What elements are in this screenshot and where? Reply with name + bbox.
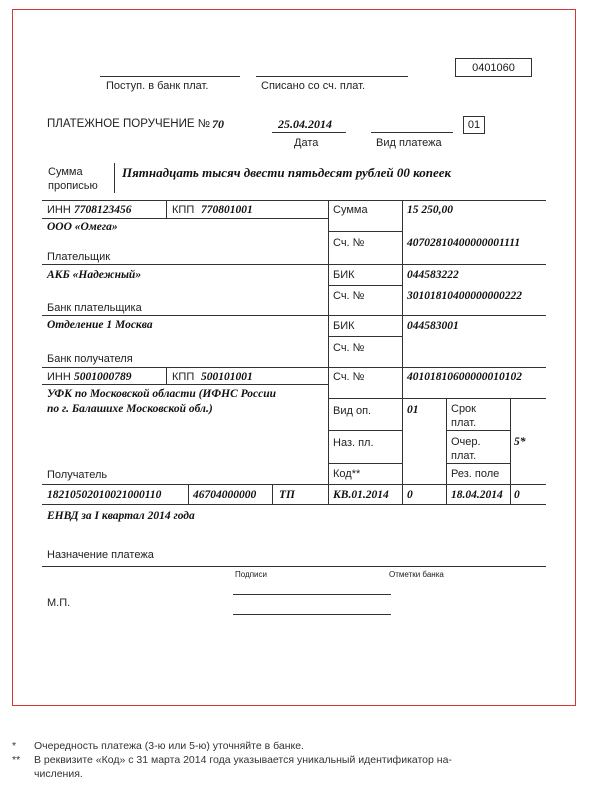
payer-bik: 044583222	[407, 269, 459, 281]
amount-label: Сумма	[333, 204, 368, 216]
payee-name-line2: по г. Балашихе Московской обл.)	[47, 403, 213, 415]
amount-value: 15 250,00	[407, 204, 453, 216]
tax-kbk: 18210502010021000110	[47, 489, 162, 501]
payee-bank-account-label: Сч. №	[333, 342, 365, 354]
reserve-label: Рез. поле	[451, 468, 500, 480]
payee-account: 40101810600000010102	[407, 371, 522, 383]
footnote-1: Очередность платежа (3-ю или 5-ю) уточняйте в банке.	[34, 740, 304, 752]
tax-period: КВ.01.2014	[333, 489, 389, 501]
debited-label: Списано со сч. плат.	[261, 80, 366, 92]
amount-words-label: Сумма	[48, 166, 83, 178]
payer-account: 40702810400000001111	[407, 237, 521, 249]
code-label: Код**	[333, 468, 361, 480]
form-code: 0401060	[472, 61, 515, 74]
payer-inn-label: ИНН	[47, 204, 71, 216]
payee-account-label: Сч. №	[333, 371, 365, 383]
op-type-label: Вид оп.	[333, 405, 372, 417]
amount-words-label-2: прописью	[48, 180, 98, 192]
footnote-mark-1: *	[12, 740, 17, 752]
form-date: 25.04.2014	[278, 117, 332, 131]
payee-kpp-label: КПП	[172, 371, 195, 383]
payer-name: ООО «Омега»	[47, 221, 118, 233]
date-label: Дата	[294, 137, 319, 149]
payee-inn-label: ИНН	[47, 371, 71, 383]
footnote-2: В реквизите «Код» с 31 марта 2014 года указывается уникальный идентификатор на-	[34, 754, 452, 766]
payee-kpp: 500101001	[201, 371, 253, 383]
payee-inn: 5001000789	[74, 371, 132, 383]
tax-doc-number: 0	[407, 489, 413, 501]
payer-kpp-label: КПП	[172, 204, 195, 216]
signatures-label: Подписи	[235, 570, 267, 579]
status-code-box	[463, 116, 485, 134]
purpose-label: Назначение платежа	[47, 549, 154, 561]
priority-label-2: плат.	[451, 450, 477, 462]
payment-type-label: Вид платежа	[376, 137, 442, 149]
payer-bik-label: БИК	[333, 269, 355, 281]
payee-bank-name: Отделение 1 Москва	[47, 319, 153, 331]
received-label: Поступ. в банк плат.	[106, 80, 209, 92]
purpose-code-label: Наз. пл.	[333, 437, 374, 449]
payee-bank-label: Банк получателя	[47, 353, 133, 365]
status-code: 01	[467, 119, 481, 131]
purpose-text: ЕНВД за I квартал 2014 года	[47, 510, 195, 522]
tax-type: 0	[514, 489, 520, 501]
due-label: Срок	[451, 403, 476, 415]
footnote-2-cont: числения.	[34, 768, 83, 780]
payer-bank-label: Банк плательщика	[47, 302, 142, 314]
op-type: 01	[407, 404, 419, 416]
payer-label: Плательщик	[47, 251, 111, 263]
due-label-2: плат.	[451, 417, 477, 429]
payer-kpp: 770801001	[201, 204, 253, 216]
payee-bik: 044583001	[407, 320, 459, 332]
form-title: ПЛАТЕЖНОЕ ПОРУЧЕНИЕ №	[47, 118, 211, 130]
form-code-box	[455, 58, 532, 77]
stamp-label: М.П.	[47, 597, 71, 609]
tax-oktmo: 46704000000	[193, 489, 257, 501]
amount-words: Пятнадцать тысяч двести пятьдесят рублей 00 копеек	[122, 165, 452, 180]
payer-account-label: Сч. №	[333, 237, 365, 249]
priority-label: Очер.	[451, 436, 481, 448]
payer-bank-account: 30101810400000000222	[407, 290, 522, 302]
footnote-mark-2: **	[12, 754, 21, 766]
bank-marks-label: Отметки банка	[389, 570, 444, 579]
priority-value: 5*	[514, 436, 526, 448]
tax-doc-date: 18.04.2014	[451, 489, 503, 501]
payee-label: Получатель	[47, 469, 108, 481]
payee-name-line1: УФК по Московской области (ИФНС России	[47, 388, 276, 400]
payer-inn: 7708123456	[74, 204, 132, 216]
form-number: 70	[212, 117, 224, 131]
payer-bank-name: АКБ «Надежный»	[47, 269, 142, 281]
payee-bik-label: БИК	[333, 320, 355, 332]
tax-basis: ТП	[279, 489, 295, 501]
payer-bank-account-label: Сч. №	[333, 290, 365, 302]
